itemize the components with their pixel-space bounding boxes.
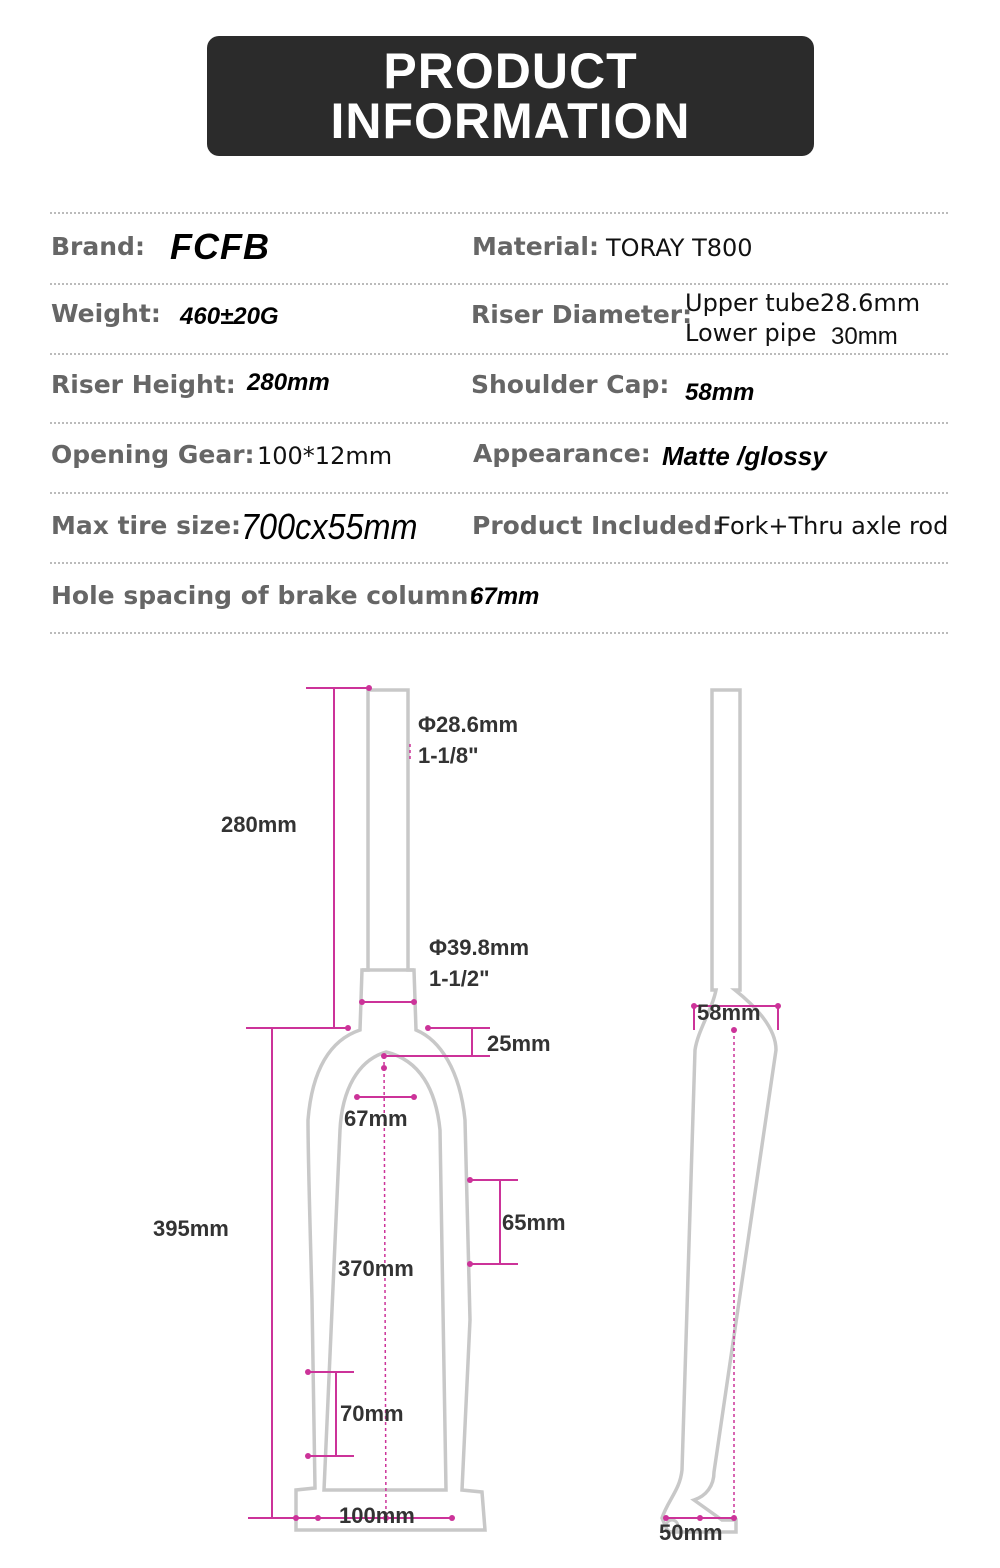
shoulder-cap-label: Shoulder Cap: <box>471 370 670 399</box>
dim-lower-diameter: Φ39.8mm <box>429 935 529 960</box>
dim-dropout-section: 70mm <box>340 1401 404 1426</box>
separator <box>50 283 948 285</box>
weight-value: 460±20G <box>180 303 279 330</box>
separator <box>50 422 948 424</box>
header-banner <box>207 36 814 156</box>
brake-spacing-label: Hole spacing of brake column: <box>51 581 479 610</box>
separator <box>50 353 948 355</box>
separator <box>50 562 948 564</box>
shoulder-cap-value: 58mm <box>685 379 755 406</box>
material-label: Material: <box>472 232 599 261</box>
separator <box>50 492 948 494</box>
appearance-value: Matte /glossy <box>662 441 827 471</box>
brand-label: Brand: <box>51 232 145 261</box>
separator <box>50 212 948 214</box>
dim-blade-section: 65mm <box>502 1210 566 1235</box>
dim-steerer-length: 280mm <box>221 812 297 837</box>
product-included-label: Product Included: <box>472 511 723 540</box>
dim-side-shoulder: 58mm <box>697 1000 761 1025</box>
riser-diameter-lower-value: 30mm <box>831 323 898 350</box>
weight-label: Weight: <box>51 299 161 328</box>
fork-diagram <box>0 640 1000 1568</box>
dim-fork-height: 395mm <box>153 1216 229 1241</box>
riser-diameter-label: Riser Diameter: <box>471 300 693 329</box>
riser-diameter-lower-label: Lower pipe <box>685 319 817 347</box>
riser-height-value: 280mm <box>247 369 330 396</box>
separator <box>50 632 948 634</box>
dim-upper-diameter: Φ28.6mm <box>418 712 518 737</box>
dim-brake-spacing: 67mm <box>344 1106 408 1131</box>
material-value: TORAY T800 <box>606 234 753 262</box>
header-title-line2: INFORMATION <box>330 93 691 149</box>
dim-side-offset: 50mm <box>659 1520 723 1545</box>
dim-lower-inch: 1-1/2" <box>429 966 490 991</box>
riser-diameter-upper: Upper tube28.6mm <box>685 289 921 317</box>
max-tire-label: Max tire size: <box>51 511 242 540</box>
riser-height-label: Riser Height: <box>51 370 236 399</box>
dimension-points <box>293 685 781 1521</box>
dim-upper-inch: 1-1/8" <box>418 743 479 768</box>
max-tire-value: 700cx55mm <box>241 506 418 547</box>
header-title-line1: PRODUCT <box>383 43 638 99</box>
dimension-lines <box>246 688 780 1518</box>
dim-axle-width: 100mm <box>339 1503 415 1528</box>
brand-value: FCFB <box>170 226 270 267</box>
fork-side-outline <box>662 690 776 1532</box>
dim-axle-crown: 370mm <box>338 1256 414 1281</box>
center-lines <box>384 744 734 1518</box>
product-included-value: Fork+Thru axle rod <box>717 512 949 540</box>
opening-gear-value: 100*12mm <box>257 442 393 470</box>
dim-crown-offset: 25mm <box>487 1031 551 1056</box>
appearance-label: Appearance: <box>473 439 651 468</box>
opening-gear-label: Opening Gear: <box>51 440 255 469</box>
brake-spacing-value: 67mm <box>470 583 540 610</box>
